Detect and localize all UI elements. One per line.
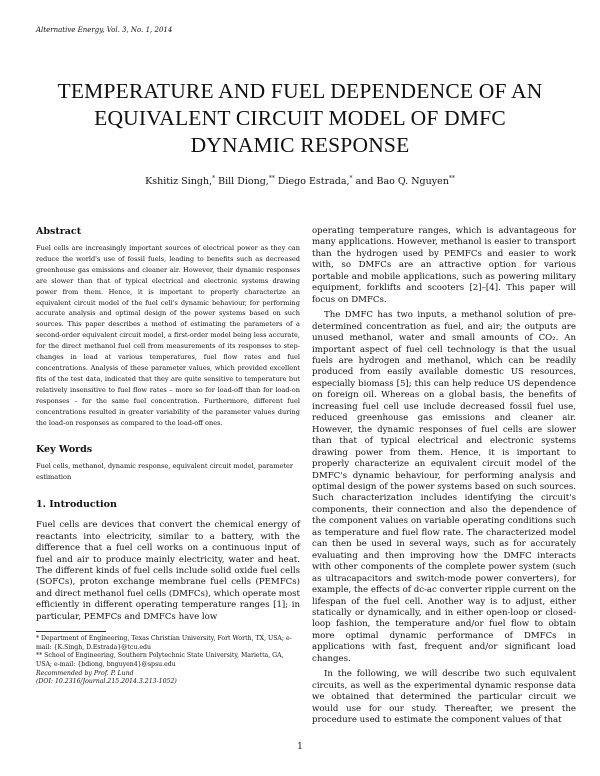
affiliation-mark: ** — [448, 175, 455, 182]
author-list — [40, 175, 560, 187]
left-column — [36, 226, 300, 687]
footnotes — [36, 631, 300, 687]
body-paragraph: The DMFC has two inputs, a methanol solution of pre-determined concentration as fuel, and air; the outputs are unused methanol, water and small amounts of CO₂. An important aspect of fuel cell technology is that the usual fuels are hydrogen and methanol, which can be readily produced from easily available domestic US resources, especially biomass [5]; this can help reduce US dependence on foreign oil. Whereas on a global basis, the benefits of increasing fuel cell use include decreased fossil fuel use, reduced greenhouse gas emissions and cleaner air. However, the dynamic responses of fuel cells are slower than that of typical electrical and electronic systems drawing power from them. Hence, it is important to properly characterize an equivalent circuit model of the DMFC's dynamic behaviour, for performing analysis and optimal design of the power systems based on such sources. Such characterization includes identifying the circuit's components, their connection and also the dependence of the component values on variable operating conditions such as temperature and fuel flow rate. The characterized model can then be used in several ways, such as for accurately evaluating and then improving how the DMFC interacts with other components of the complete power system (such as ultracapacitors and switch-mode power converters), for example, the effects of dc-ac converter ripple current on the lifespan of the fuel cell. Another way is to adjust, either statically or dynamically, and in either open-loop or closed-loop fashion, the temperature and/or fuel flow to obtain more optimal dynamic performance of DMFCs in applications with fast, frequent and/or significant load changes. — [312, 310, 576, 664]
right-column — [312, 226, 576, 726]
body-paragraph: In the following, we will describe two such equivalent circuits, as well as the experimental dynamic response data we obtained that determined the particular circuit we would use for our study. Thereafter, we present the procedure used to estimate the component values of that — [312, 669, 576, 726]
affiliation-mark: ** — [268, 175, 275, 182]
author-name: Diego Estrada, — [277, 176, 350, 188]
author-name: Bill Diong, — [218, 176, 269, 188]
affiliation-mark: * — [349, 175, 353, 182]
running-header: Alternative Energy, Vol. 3, No. 1, 2014 — [36, 26, 173, 34]
intro-paragraph: Fuel cells are devices that convert the chemical energy of reactants into electricity, similar to a battery, with the difference that a fuel cell works on a continuous input of fuel and air to produce mainly electricity, water and heat. The different kinds of fuel cells include solid oxide fuel cells (SOFCs), proton exchange membrane fuel cells (PEMFCs) and direct methanol fuel cells (DMFCs), which operate most efficiently in different operating temperature ranges [1]; in particular, PEMFCs and DMFCs have low — [36, 520, 300, 622]
footnote-affiliation-1: * Department of Engineering, Texas Christian University, Fort Worth, TX, USA; e-mail: {K.Singh, D.Estrada}@tcu.edu — [36, 635, 292, 651]
doi: (DOI: 10.2316/Journal.215.2014.3.213-1052) — [36, 678, 177, 686]
author-name: and Bao Q. Nguyen — [355, 176, 449, 188]
paper-title: TEMPERATURE AND FUEL DEPENDENCE OF AN EQUIVALENT CIRCUIT MODEL OF DMFC DYNAMIC RESPONSE — [57, 79, 543, 157]
recommended-by: Recommended by Prof. P. Lund — [36, 669, 134, 677]
affiliation-mark: * — [212, 175, 216, 182]
footnote-affiliation-2: ** School of Engineering, Southern Polytechnic State University, Marietta, GA, USA; e-mail: {bdiong, bnguyen4}@spsu.edu — [36, 652, 284, 669]
author-name: Kshitiz Singh, — [145, 176, 213, 188]
abstract-text: Fuel cells are increasingly important sources of electrical power as they can reduce the world's use of fossil fuels, leading to benefits such as decreased greenhouse gas emissions and cleaner air. However, their dynamic responses are slower than that of typical electrical and electronic systems drawing power from them. Hence, it is important to properly characterize an equivalent circuit model of the fuel cell's dynamic behaviour, for performing accurate analysis and optimal design of the power systems based on such sources. This paper describes a method of estimating the parameters of a second-order equivalent circuit model, a first-order model being less accurate, for the direct methanol fuel cell from measurements of its responses to step-changes in load at various temperatures, fuel flow rates and fuel concentrations. Analysis of these parameter values, which provided excellent fits of the test data, indicated that they are quite sensitive to temperature but relatively insensitive to fuel flow rates – more so for load-off than for load-on responses – for the same fuel concentration. Furthermore, different fuel concentrations resulted in greater variability of the parameter values during the load-on responses as compared to the load-off ones. — [36, 244, 300, 427]
intro-heading: 1. Introduction — [36, 499, 117, 511]
keywords-text: Fuel cells, methanol, dynamic response, equivalent circuit model, parameter estimation — [36, 462, 294, 482]
page-number: 1 — [297, 742, 303, 752]
abstract-heading: Abstract — [36, 226, 82, 237]
footnote-rule — [36, 631, 106, 632]
body-paragraph: operating temperature ranges, which is advantageous for many applications. However, methanol is easier to transport than the hydrogen used by PEMFCs and easier to work with, so DMFCs are an attractive option for various portable and mobile applications, such as powering military equipment, forklifts and scooters [2]–[4]. This paper will focus on DMFCs. — [312, 226, 576, 305]
keywords-heading: Key Words — [36, 444, 93, 456]
